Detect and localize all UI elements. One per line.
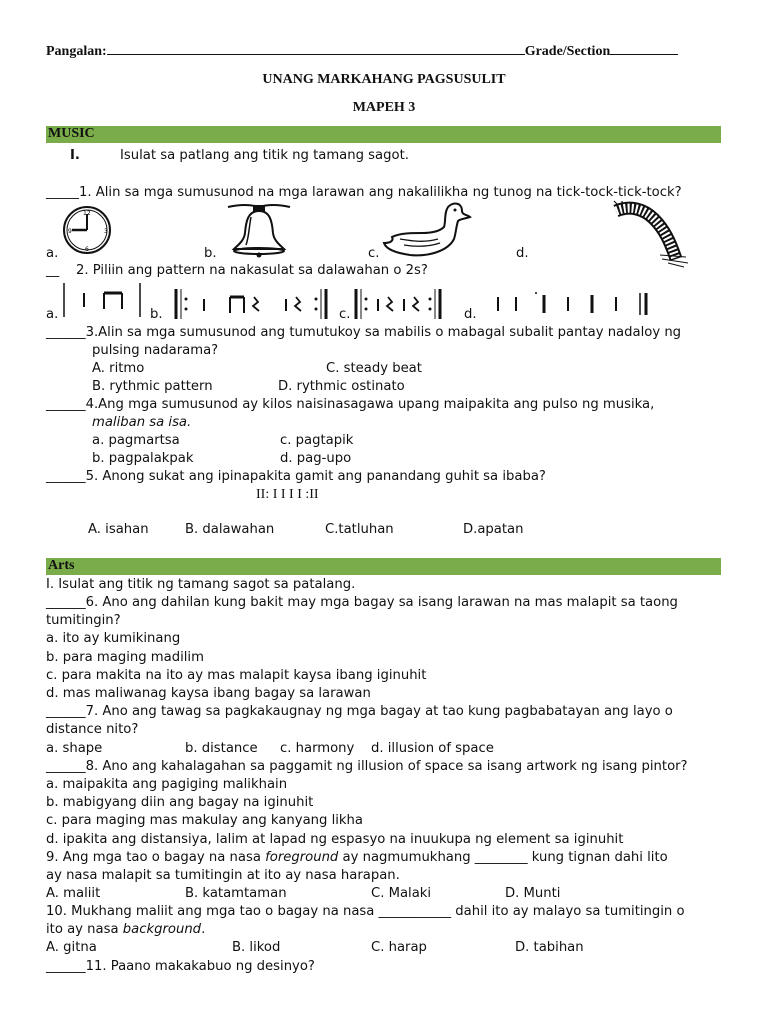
question-10: 10. Mukhang maliit ang mga tao o bagay na nasa ___________ dahil ito ay malayo sa tumitingin o xyxy=(46,904,685,919)
question-1 xyxy=(46,185,682,200)
answer-blank[interactable]: ______ xyxy=(46,595,86,610)
q6-text-cont: tumitingin? xyxy=(46,613,121,628)
q9-option-b[interactable]: B. katamtaman xyxy=(185,886,287,901)
q5-option-b[interactable]: B. dalawahan xyxy=(185,522,275,537)
question-text-italic: background xyxy=(122,922,202,937)
name-label: Pangalan: Grade/Section xyxy=(46,44,678,60)
svg-text:3: 3 xyxy=(104,228,108,235)
page-subtitle: MAPEH 3 xyxy=(352,100,416,115)
q7-option-d[interactable]: d. illusion of space xyxy=(371,741,494,756)
q2-option-a[interactable]: a. xyxy=(46,307,59,322)
q9-option-d[interactable]: D. Munti xyxy=(505,886,561,901)
q10-option-b[interactable]: B. likod xyxy=(232,940,281,955)
question-9 xyxy=(46,850,668,865)
question-7 xyxy=(46,704,673,719)
q3-option-a[interactable]: A. ritmo xyxy=(92,361,145,376)
answer-blank[interactable]: ______ xyxy=(46,704,86,719)
answer-blank[interactable]: ______ xyxy=(46,469,86,484)
q7-option-c[interactable]: c. harmony xyxy=(280,741,355,756)
rhythm-pattern-b xyxy=(172,287,332,321)
q1-option-c[interactable]: c. xyxy=(368,246,380,261)
q10-option-c[interactable]: C. harap xyxy=(371,940,427,955)
question-11 xyxy=(46,959,315,974)
arts-section-label: Arts xyxy=(48,558,75,573)
q2-option-c[interactable]: c. xyxy=(339,307,351,322)
rhythm-pattern-a xyxy=(60,283,142,319)
question-6 xyxy=(46,595,678,610)
q5-option-c[interactable]: C.tatluhan xyxy=(325,522,394,537)
question-8 xyxy=(46,759,688,774)
name-blank[interactable] xyxy=(107,44,525,55)
q3-option-c[interactable]: C. steady beat xyxy=(326,361,422,376)
answer-blank[interactable]: ______ xyxy=(46,959,86,974)
q7-option-b[interactable]: b. distance xyxy=(185,741,258,756)
q7-option-a[interactable]: a. shape xyxy=(46,741,103,756)
question-text: 6. Ano ang dahilan kung bakit may mga bagay sa isang larawan na mas malapit sa taong xyxy=(85,595,678,610)
q8-option-b[interactable]: b. mabigyang diin ang bagay na iginuhit xyxy=(46,795,314,810)
q8-option-a[interactable]: a. maipakita ang pagiging malikhain xyxy=(46,777,288,792)
q3-text-cont: pulsing nadarama? xyxy=(92,343,219,358)
q2-option-b[interactable]: b. xyxy=(150,307,163,322)
answer-blank[interactable]: __ xyxy=(46,263,60,278)
arts-section-band xyxy=(46,558,721,575)
svg-text:12: 12 xyxy=(83,210,91,217)
q8-option-c[interactable]: c. para maging mas makulay ang kanyang likha xyxy=(46,813,363,828)
q1-option-d[interactable]: d. xyxy=(516,246,529,261)
svg-text:9: 9 xyxy=(68,228,72,235)
bell-image xyxy=(226,201,292,257)
q4-text-cont: maliban sa isa. xyxy=(92,415,192,430)
question-5 xyxy=(46,469,546,484)
grade-section-blank[interactable] xyxy=(610,44,678,55)
duck-image xyxy=(382,199,472,261)
q10-option-d[interactable]: D. tabihan xyxy=(515,940,584,955)
q10-text-cont: ito ay nasa background. xyxy=(46,922,206,937)
millipede-image xyxy=(610,201,690,269)
music-instruction: Isulat sa patlang ang titik ng tamang sagot. xyxy=(120,148,409,163)
q9-text-cont: ay nasa malapit sa tumitingin at ito ay nasa harapan. xyxy=(46,868,400,883)
question-text: 11. Paano makakabuo ng desinyo? xyxy=(85,959,315,974)
grade-section-label: Grade/Section xyxy=(524,44,611,59)
question-text: 5. Anong sukat ang ipinapakita gamit ang panandang guhit sa ibaba? xyxy=(85,469,546,484)
answer-blank[interactable]: ______ xyxy=(46,397,86,412)
q6-option-b[interactable]: b. para maging madilim xyxy=(46,650,204,665)
question-text: 9. Ang mga tao o bagay na nasa xyxy=(46,850,266,865)
q10-option-a[interactable]: A. gitna xyxy=(46,940,97,955)
music-section-band xyxy=(46,126,721,143)
answer-blank[interactable]: _____ xyxy=(46,185,79,200)
q6-option-c[interactable]: c. para makita na ito ay mas malapit kaysa ibang iginuhit xyxy=(46,668,427,683)
clock-image xyxy=(62,203,112,255)
answer-blank[interactable]: ______ xyxy=(46,325,86,340)
q1-option-b[interactable]: b. xyxy=(204,246,217,261)
question-3 xyxy=(46,325,681,340)
svg-text:6: 6 xyxy=(85,246,89,253)
music-section-label: MUSIC xyxy=(48,126,95,141)
page-title: UNANG MARKAHANG PAGSUSULIT xyxy=(262,72,506,87)
q7-text-cont: distance nito? xyxy=(46,722,139,737)
q4-option-a[interactable]: a. pagmartsa xyxy=(92,433,180,448)
question-text: 4.Ang mga sumusunod ay kilos naisinasagawa upang maipakita ang pulso ng musika, xyxy=(85,397,655,412)
q2-option-d[interactable]: d. xyxy=(464,307,477,322)
question-2 xyxy=(46,263,428,278)
question-text: 8. Ano ang kahalagahan sa paggamit ng illusion of space sa isang artwork ng isang pintor? xyxy=(85,759,688,774)
rhythm-pattern-c xyxy=(352,287,448,321)
q8-option-d[interactable]: d. ipakita ang distansiya, lalim at lapad ng espasyo na inuukupa ng element sa iginuhit xyxy=(46,832,624,847)
q5-beat-pattern: II: I I I I :II xyxy=(256,487,319,502)
q4-option-d[interactable]: d. pag-upo xyxy=(280,451,352,466)
q4-option-c[interactable]: c. pagtapik xyxy=(280,433,354,448)
arts-instruction: I. Isulat ang titik ng tamang sagot sa patalang. xyxy=(46,577,356,592)
question-4 xyxy=(46,397,654,412)
q5-option-d[interactable]: D.apatan xyxy=(463,522,524,537)
question-text: 3.Alin sa mga sumusunod ang tumutukoy sa mabilis o mabagal subalit pantay nadaloy ng xyxy=(85,325,682,340)
q3-option-d[interactable]: D. rythmic ostinato xyxy=(278,379,405,394)
rhythm-pattern-d xyxy=(494,289,654,319)
q6-option-a[interactable]: a. ito ay kumikinang xyxy=(46,631,181,646)
question-text-end: ay nagmumukhang ________ kung tignan dahi lito xyxy=(338,850,668,865)
q3-option-b[interactable]: B. rythmic pattern xyxy=(92,379,213,394)
question-text: 1. Alin sa mga sumusunod na mga larawan ang nakalilikha ng tunog na tick-tock-tick-tock? xyxy=(78,185,682,200)
q9-option-c[interactable]: C. Malaki xyxy=(371,886,432,901)
music-instruction-number: I. xyxy=(70,148,80,163)
question-text-italic: foreground xyxy=(265,850,339,865)
q6-option-d[interactable]: d. mas maliwanag kaysa ibang bagay sa larawan xyxy=(46,686,371,701)
q5-option-a[interactable]: A. isahan xyxy=(88,522,149,537)
q9-option-a[interactable]: A. maliit xyxy=(46,886,101,901)
question-text: 2. Piliin ang pattern na nakasulat sa dalawahan o 2s? xyxy=(75,263,428,278)
q4-option-b[interactable]: b. pagpalakpak xyxy=(92,451,194,466)
q1-option-a[interactable]: a. xyxy=(46,246,59,261)
answer-blank[interactable]: ______ xyxy=(46,759,86,774)
question-text: 7. Ano ang tawag sa pagkakaugnay ng mga bagay at tao kung pagbabatayan ang layo o xyxy=(85,704,673,719)
